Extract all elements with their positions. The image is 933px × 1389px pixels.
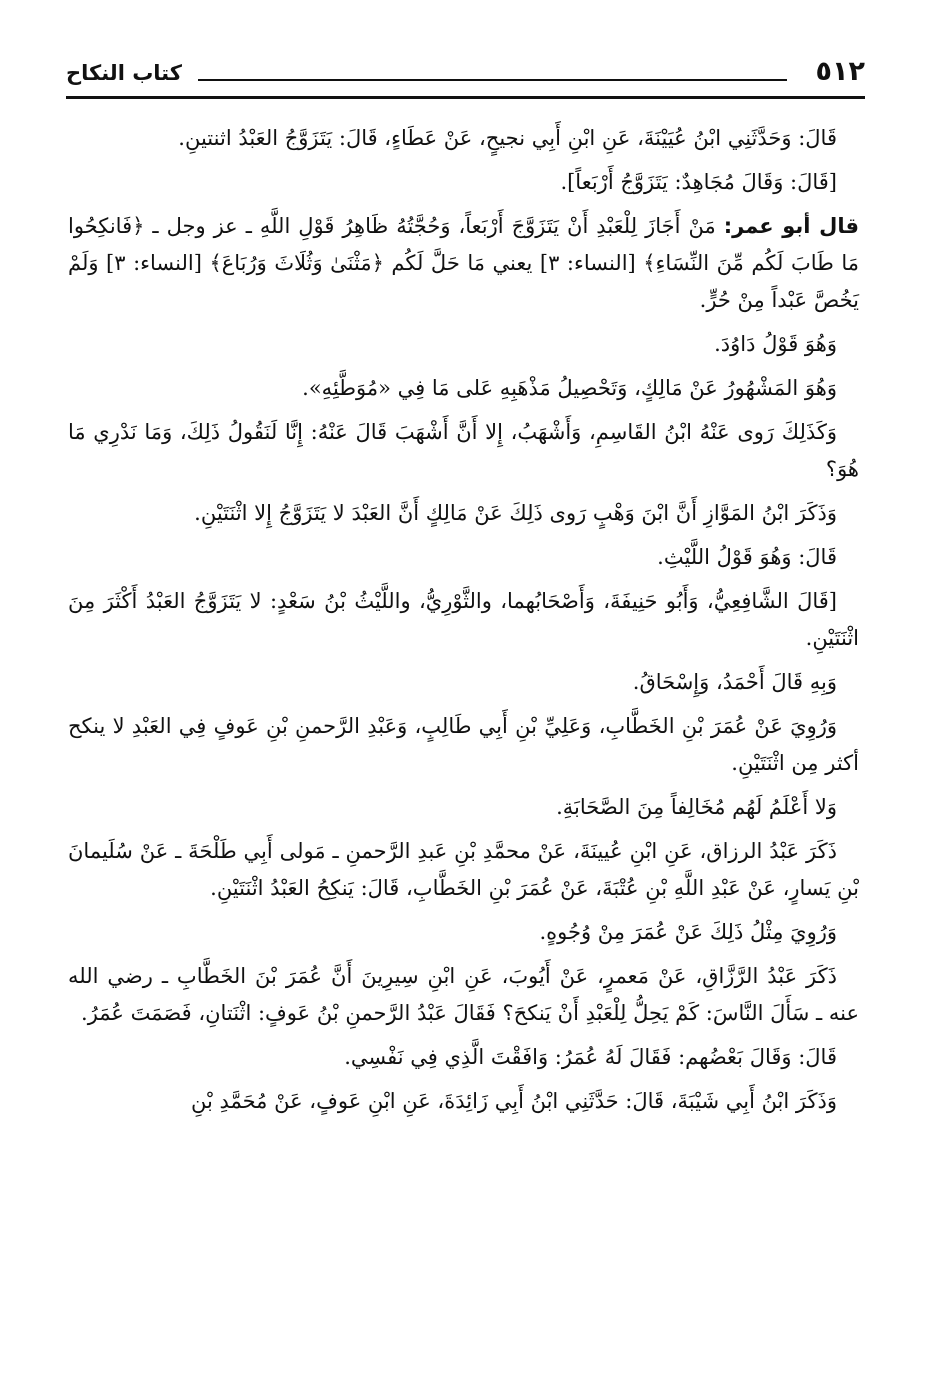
paragraph-text: وَهُوَ المَشْهُورُ عَنْ مَالِكٍ، وَتَحْصِيلُ مَذْهَبِهِ عَلى مَا فِي «مُوَطَّئِهِ».	[302, 376, 837, 400]
paragraph-lead: قال أبو عمر:	[723, 214, 859, 238]
paragraph	[68, 708, 859, 782]
paragraph-text: ذَكَرَ عَبْدُ الرَّزَّاقِ، عَنْ مَعمرٍ، عَنْ أَيُوبَ، عَنِ ابْنِ سِيرِينَ أَنَّ عُمَرَ بْنَ الخَطَّابِ ـ رضي الله عنه ـ سَأَلَ النَّاسَ: كَمْ يَحِلُّ لِلْعَبْدِ أَنْ يَنكحَ؟ فَقَالَ عَبْدُ الرَّحمنِ بْنُ عَوفٍ: اثْنَتانِ، فَصَمَتَ عُمَرُ.	[68, 964, 859, 1025]
paragraph	[68, 414, 859, 488]
paragraph	[68, 1083, 859, 1120]
paragraph-text: وَرُوِيَ عَنْ عُمَرَ بْنِ الخَطَّابِ، وَعَلِيِّ بْنِ أَبِي طَالِبٍ، وَعَبْدِ الرَّحمنِ بْنِ عَوفٍ فِي العَبْدِ لا ينكح أكثر مِن اثْنَتَيْنِ.	[68, 714, 859, 775]
paragraph-text: وَذَكَرَ ابْنُ أَبِي شَيْبَةَ، قَالَ: حَدَّثَنِي ابْنُ أَبِي زَائِدَةَ، عَنِ ابْنِ عَوفٍ، عَنْ مُحَمَّدِ بْنِ	[190, 1089, 837, 1113]
paragraph	[68, 664, 859, 701]
paragraph-text: مَنْ أَجَازَ لِلْعَبْدِ أَنْ يَتَزَوَّجَ أَرْبَعاً، وَحُجَّتُهُ ظَاهِرُ قَوْلِ اللَّهِ ـ عز وجل ـ ﴿فَانكِحُوا مَا طَابَ لَكُم مِّنَ النِّسَاءِ﴾ [النساء: ٣] يعني مَا حَلَّ لَكُم ﴿مَثْنَىٰ وَثُلَاثَ وَرُبَاعَ﴾ [النساء: ٣] وَلَمْ يَخُصَّ عَبْداً مِنْ حُرٍّ.	[68, 214, 860, 312]
paragraph	[68, 164, 859, 201]
paragraph	[68, 326, 859, 363]
header-divider	[66, 96, 865, 99]
paragraph	[68, 120, 859, 157]
body-text	[68, 120, 859, 1127]
paragraph-text: ذَكَرَ عَبْدُ الرزاق، عَنِ ابْنِ عُيينَةَ، عَنْ محمَّدِ بْنِ عَبدِ الرَّحمنِ ـ مَولى أَبِي طَلْحَةَ ـ عَنْ سُلَيمانَ بْنِ يَسارٍ، عَنْ عَبْدِ اللَّهِ بْنِ عُتْبَةَ، عَنْ عُمَرَ بْنِ الخَطَّابِ، قَالَ: يَنكِحُ العَبْدُ اثْنَتَيْنِ.	[68, 839, 859, 900]
paragraph-text: وَذَكَرَ ابْنُ المَوَّازِ أَنَّ ابْنَ وَهْبٍ رَوى ذَلِكَ عَنْ مَالِكٍ أَنَّ العَبْدَ لا يَتَزَوَّجُ إِلا اثْنَتَيْنِ.	[194, 501, 837, 525]
paragraph	[68, 208, 859, 319]
paragraph-text: وَبِهِ قَالَ أَحْمَدُ، وَإِسْحَاقُ.	[632, 670, 837, 694]
paragraph-text: وَرُوِيَ مِثْلُ ذَلِكَ عَنْ عُمَرَ مِنْ وُجُوهٍ.	[539, 920, 837, 944]
paragraph-text: قَالَ: وَهُوَ قَوْلُ اللَّيْثِ.	[657, 545, 837, 569]
header-rule	[198, 79, 787, 81]
book-title: كتاب النكاح	[66, 61, 182, 85]
paragraph	[68, 583, 859, 657]
paragraph-text: [قَالَ الشَّافِعِيُّ، وَأَبُو حَنِيفَةَ، وَأَصْحَابُهما، والثَّوْرِيُّ، واللَّيْثُ بْنُ سَعْدٍ: لا يَتَزَوَّجُ العَبْدُ أَكْثَرَ مِنَ اثْنَتَيْنِ.	[68, 589, 859, 650]
running-header	[66, 52, 865, 96]
page-number: ٥١٢	[815, 56, 865, 87]
paragraph	[68, 1039, 859, 1076]
paragraph-text: وَلا أَعْلَمُ لَهُم مُخَالِفاً مِنَ الصَّحَابَةِ.	[556, 795, 837, 819]
paragraph-text: وَهُوَ قَوْلُ دَاوُدَ.	[714, 332, 837, 356]
paragraph	[68, 914, 859, 951]
paragraph	[68, 958, 859, 1032]
paragraph-text: [قَالَ: وَقَالَ مُجَاهِدٌ: يَتَزَوَّجُ أَرْبَعاً].	[560, 170, 837, 194]
paragraph	[68, 833, 859, 907]
paragraph-text: وَكَذَلِكَ رَوى عَنْهُ ابْنُ القَاسِمِ، وَأَشْهَبُ، إِلا أَنَّ أَشْهَبَ قَالَ عَنْهُ: إِنَّا لَنَقُولُ ذَلِكَ، وَمَا نَدْرِي مَا هُوَ؟	[68, 420, 859, 481]
paragraph	[68, 495, 859, 532]
paragraph-text: قَالَ: وَحَدَّثَنِي ابْنُ عُيَيْنَةَ، عَنِ ابْنِ أَبِي نجيحٍ، عَنْ عَطَاءٍ، قَالَ: يَتَزَوَّجُ العَبْدُ اثنتينِ.	[178, 126, 837, 150]
paragraph-text: قَالَ: وَقَالَ بَعْضُهم: فَقَالَ لَهُ عُمَرُ: وَافَقْتَ الَّذِي فِي نَفْسِي.	[344, 1045, 837, 1069]
paragraph	[68, 789, 859, 826]
paragraph	[68, 370, 859, 407]
paragraph	[68, 539, 859, 576]
